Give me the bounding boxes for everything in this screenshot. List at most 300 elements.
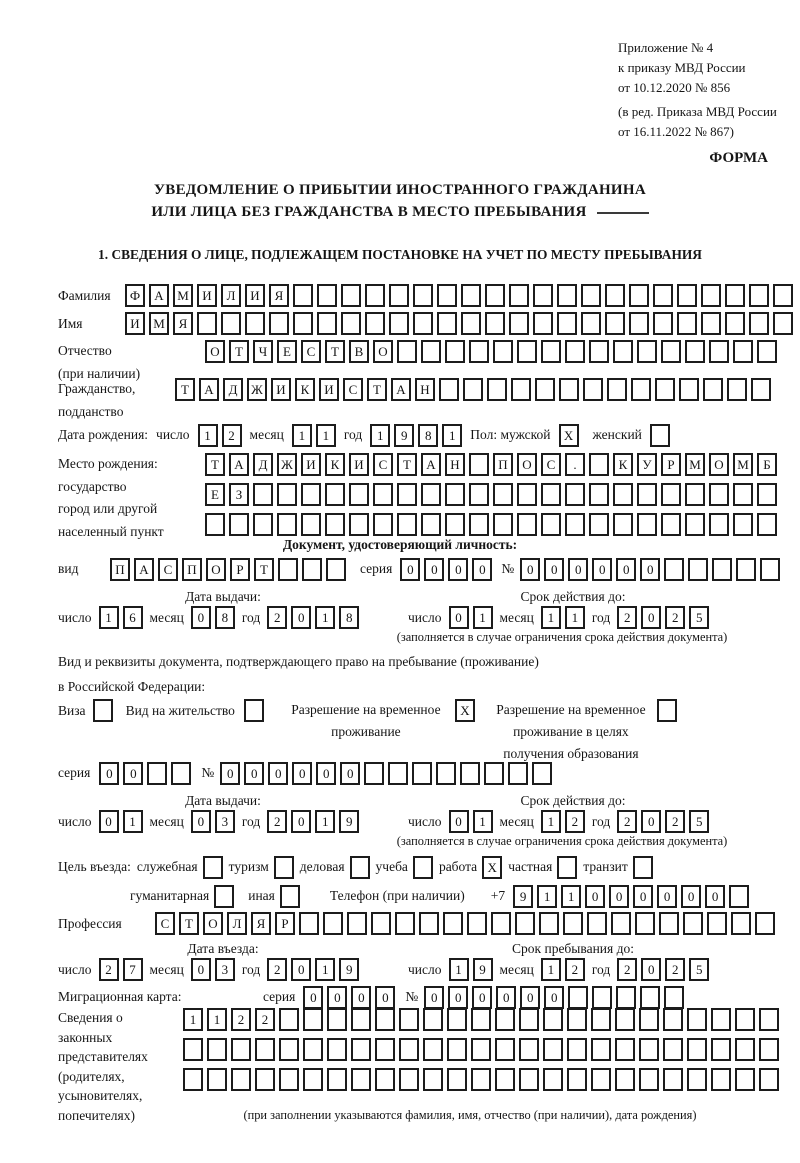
doc-issue-day-cells[interactable] bbox=[99, 606, 143, 629]
form-cell[interactable] bbox=[755, 912, 775, 935]
form-cell[interactable] bbox=[519, 1068, 539, 1091]
form-cell[interactable]: 0 bbox=[657, 885, 677, 908]
form-cell[interactable] bbox=[397, 513, 417, 536]
form-cell[interactable]: 1 bbox=[537, 885, 557, 908]
birth-month-cells[interactable] bbox=[292, 424, 336, 447]
doc-issue-month-cells[interactable] bbox=[191, 606, 235, 629]
representatives-cells-row2[interactable] bbox=[183, 1038, 779, 1061]
form-cell[interactable] bbox=[317, 312, 337, 335]
form-cell[interactable] bbox=[277, 513, 297, 536]
form-cell[interactable] bbox=[389, 312, 409, 335]
form-cell[interactable] bbox=[731, 912, 751, 935]
form-cell[interactable] bbox=[591, 1008, 611, 1031]
form-cell[interactable]: С bbox=[343, 378, 363, 401]
form-cell[interactable]: 0 bbox=[244, 762, 264, 785]
form-cell[interactable] bbox=[421, 513, 441, 536]
form-cell[interactable] bbox=[687, 1008, 707, 1031]
form-cell[interactable]: 0 bbox=[424, 986, 444, 1009]
form-cell[interactable] bbox=[712, 558, 732, 581]
form-cell[interactable] bbox=[773, 284, 793, 307]
stay-until-month-cells[interactable] bbox=[541, 958, 585, 981]
form-cell[interactable]: Б bbox=[757, 453, 777, 476]
form-cell[interactable] bbox=[471, 1068, 491, 1091]
form-cell[interactable]: Е bbox=[277, 340, 297, 363]
form-cell[interactable]: 0 bbox=[592, 558, 612, 581]
form-cell[interactable] bbox=[683, 912, 703, 935]
checkbox-study[interactable] bbox=[413, 856, 433, 879]
form-cell[interactable] bbox=[255, 1038, 275, 1061]
checkbox-transit[interactable] bbox=[633, 856, 653, 879]
form-cell[interactable] bbox=[341, 284, 361, 307]
form-cell[interactable] bbox=[613, 483, 633, 506]
form-cell[interactable]: 1 bbox=[473, 810, 493, 833]
form-cell[interactable] bbox=[629, 312, 649, 335]
form-cell[interactable] bbox=[445, 483, 465, 506]
form-cell[interactable] bbox=[371, 912, 391, 935]
form-cell[interactable] bbox=[509, 312, 529, 335]
form-cell[interactable]: Е bbox=[205, 483, 225, 506]
form-cell[interactable] bbox=[413, 312, 433, 335]
form-cell[interactable] bbox=[541, 340, 561, 363]
form-cell[interactable] bbox=[559, 378, 579, 401]
form-cell[interactable]: О bbox=[203, 912, 223, 935]
form-cell[interactable] bbox=[515, 912, 535, 935]
form-cell[interactable] bbox=[253, 513, 273, 536]
form-cell[interactable] bbox=[469, 483, 489, 506]
form-cell[interactable]: У bbox=[637, 453, 657, 476]
form-cell[interactable]: 8 bbox=[418, 424, 438, 447]
form-cell[interactable] bbox=[347, 912, 367, 935]
form-cell[interactable] bbox=[685, 483, 705, 506]
form-cell[interactable] bbox=[388, 762, 408, 785]
form-cell[interactable] bbox=[326, 558, 346, 581]
form-cell[interactable] bbox=[709, 483, 729, 506]
form-cell[interactable] bbox=[255, 1068, 275, 1091]
form-cell[interactable] bbox=[653, 312, 673, 335]
form-cell[interactable] bbox=[611, 912, 631, 935]
form-cell[interactable]: 0 bbox=[291, 958, 311, 981]
form-cell[interactable] bbox=[517, 483, 537, 506]
form-cell[interactable] bbox=[519, 1008, 539, 1031]
form-cell[interactable]: 0 bbox=[641, 958, 661, 981]
form-cell[interactable] bbox=[543, 1068, 563, 1091]
form-cell[interactable]: 0 bbox=[681, 885, 701, 908]
form-cell[interactable] bbox=[541, 483, 561, 506]
form-cell[interactable] bbox=[183, 1038, 203, 1061]
form-cell[interactable] bbox=[557, 284, 577, 307]
form-cell[interactable] bbox=[437, 284, 457, 307]
form-cell[interactable]: 0 bbox=[292, 762, 312, 785]
form-cell[interactable] bbox=[221, 312, 241, 335]
checkbox-work[interactable]: X bbox=[482, 856, 502, 879]
form-cell[interactable] bbox=[759, 1038, 779, 1061]
form-cell[interactable]: М bbox=[685, 453, 705, 476]
form-cell[interactable]: 0 bbox=[705, 885, 725, 908]
checkbox-temp-residence[interactable]: X bbox=[455, 699, 475, 722]
form-cell[interactable] bbox=[397, 483, 417, 506]
form-cell[interactable] bbox=[493, 340, 513, 363]
form-cell[interactable] bbox=[664, 558, 684, 581]
form-cell[interactable]: Т bbox=[254, 558, 274, 581]
form-cell[interactable] bbox=[685, 340, 705, 363]
form-cell[interactable] bbox=[532, 762, 552, 785]
form-cell[interactable] bbox=[423, 1008, 443, 1031]
form-cell[interactable]: М bbox=[733, 453, 753, 476]
form-cell[interactable] bbox=[419, 912, 439, 935]
form-cell[interactable]: В bbox=[349, 340, 369, 363]
form-cell[interactable]: 0 bbox=[191, 810, 211, 833]
form-cell[interactable] bbox=[639, 1008, 659, 1031]
form-cell[interactable] bbox=[471, 1008, 491, 1031]
form-cell[interactable]: 0 bbox=[99, 762, 119, 785]
form-cell[interactable] bbox=[735, 1038, 755, 1061]
form-cell[interactable] bbox=[229, 513, 249, 536]
form-cell[interactable] bbox=[725, 284, 745, 307]
form-cell[interactable] bbox=[709, 340, 729, 363]
form-cell[interactable]: 6 bbox=[123, 606, 143, 629]
form-cell[interactable] bbox=[725, 312, 745, 335]
form-cell[interactable] bbox=[539, 912, 559, 935]
form-cell[interactable]: С bbox=[301, 340, 321, 363]
form-cell[interactable] bbox=[607, 378, 627, 401]
form-cell[interactable] bbox=[736, 558, 756, 581]
form-cell[interactable]: 0 bbox=[633, 885, 653, 908]
form-cell[interactable] bbox=[443, 912, 463, 935]
form-cell[interactable] bbox=[664, 986, 684, 1009]
form-cell[interactable] bbox=[327, 1068, 347, 1091]
representatives-cells-row3[interactable] bbox=[183, 1068, 779, 1091]
form-cell[interactable]: 0 bbox=[520, 558, 540, 581]
form-cell[interactable]: 7 bbox=[123, 958, 143, 981]
form-cell[interactable]: Т bbox=[205, 453, 225, 476]
form-cell[interactable]: Д bbox=[253, 453, 273, 476]
form-cell[interactable] bbox=[461, 284, 481, 307]
form-cell[interactable]: С bbox=[158, 558, 178, 581]
form-cell[interactable]: А bbox=[229, 453, 249, 476]
form-cell[interactable] bbox=[447, 1008, 467, 1031]
form-cell[interactable] bbox=[445, 340, 465, 363]
form-cell[interactable]: П bbox=[182, 558, 202, 581]
representatives-cells-row1[interactable] bbox=[183, 1008, 779, 1031]
stay-expiry-year-cells[interactable] bbox=[617, 810, 709, 833]
migration-series-cells[interactable] bbox=[303, 986, 395, 1009]
form-cell[interactable]: 2 bbox=[617, 958, 637, 981]
form-cell[interactable] bbox=[399, 1068, 419, 1091]
form-cell[interactable]: 2 bbox=[222, 424, 242, 447]
form-cell[interactable] bbox=[685, 513, 705, 536]
form-cell[interactable]: 1 bbox=[449, 958, 469, 981]
form-cell[interactable] bbox=[375, 1008, 395, 1031]
form-cell[interactable] bbox=[469, 453, 489, 476]
form-cell[interactable] bbox=[533, 312, 553, 335]
checkbox-female[interactable] bbox=[650, 424, 670, 447]
form-cell[interactable] bbox=[631, 378, 651, 401]
stay-expiry-month-cells[interactable] bbox=[541, 810, 585, 833]
form-cell[interactable] bbox=[253, 483, 273, 506]
form-cell[interactable] bbox=[519, 1038, 539, 1061]
form-cell[interactable]: 0 bbox=[316, 762, 336, 785]
form-cell[interactable] bbox=[299, 912, 319, 935]
form-cell[interactable]: Л bbox=[227, 912, 247, 935]
doc-kind-cells[interactable] bbox=[110, 558, 346, 581]
form-cell[interactable]: И bbox=[271, 378, 291, 401]
form-cell[interactable] bbox=[375, 1068, 395, 1091]
form-cell[interactable] bbox=[663, 1008, 683, 1031]
form-cell[interactable] bbox=[653, 284, 673, 307]
form-cell[interactable] bbox=[663, 1068, 683, 1091]
form-cell[interactable]: 0 bbox=[268, 762, 288, 785]
birth-place-cells-row3[interactable] bbox=[205, 513, 777, 536]
form-cell[interactable] bbox=[325, 483, 345, 506]
form-cell[interactable]: 2 bbox=[267, 810, 287, 833]
form-cell[interactable] bbox=[351, 1068, 371, 1091]
form-cell[interactable]: А bbox=[199, 378, 219, 401]
form-cell[interactable]: Я bbox=[251, 912, 271, 935]
form-cell[interactable]: Н bbox=[445, 453, 465, 476]
form-cell[interactable] bbox=[469, 340, 489, 363]
form-cell[interactable]: 9 bbox=[513, 885, 533, 908]
form-cell[interactable] bbox=[460, 762, 480, 785]
form-cell[interactable] bbox=[541, 513, 561, 536]
form-cell[interactable] bbox=[581, 312, 601, 335]
form-cell[interactable]: . bbox=[565, 453, 585, 476]
form-cell[interactable]: 5 bbox=[689, 810, 709, 833]
form-cell[interactable] bbox=[484, 762, 504, 785]
form-cell[interactable]: 0 bbox=[609, 885, 629, 908]
form-cell[interactable]: 0 bbox=[544, 558, 564, 581]
form-cell[interactable] bbox=[759, 1008, 779, 1031]
form-cell[interactable]: П bbox=[493, 453, 513, 476]
entry-day-cells[interactable] bbox=[99, 958, 143, 981]
doc-series-cells[interactable] bbox=[400, 558, 492, 581]
birth-place-cells-row2[interactable] bbox=[205, 483, 777, 506]
form-cell[interactable]: А bbox=[134, 558, 154, 581]
form-cell[interactable] bbox=[373, 483, 393, 506]
form-cell[interactable]: 1 bbox=[541, 810, 561, 833]
form-cell[interactable] bbox=[591, 1038, 611, 1061]
form-cell[interactable] bbox=[591, 1068, 611, 1091]
form-cell[interactable]: 0 bbox=[123, 762, 143, 785]
form-cell[interactable] bbox=[661, 513, 681, 536]
form-cell[interactable] bbox=[495, 1008, 515, 1031]
birth-day-cells[interactable] bbox=[198, 424, 242, 447]
form-cell[interactable]: 0 bbox=[568, 558, 588, 581]
form-cell[interactable] bbox=[389, 284, 409, 307]
form-cell[interactable] bbox=[279, 1008, 299, 1031]
form-cell[interactable] bbox=[517, 340, 537, 363]
form-cell[interactable]: Т bbox=[229, 340, 249, 363]
form-cell[interactable] bbox=[543, 1038, 563, 1061]
form-cell[interactable]: 1 bbox=[207, 1008, 227, 1031]
stay-until-year-cells[interactable] bbox=[617, 958, 709, 981]
form-cell[interactable]: 1 bbox=[123, 810, 143, 833]
form-cell[interactable] bbox=[421, 340, 441, 363]
form-cell[interactable]: 0 bbox=[449, 810, 469, 833]
doc-expiry-year-cells[interactable] bbox=[617, 606, 709, 629]
form-cell[interactable]: 0 bbox=[641, 606, 661, 629]
form-cell[interactable]: А bbox=[391, 378, 411, 401]
given-name-cells[interactable] bbox=[125, 312, 793, 335]
form-cell[interactable] bbox=[349, 483, 369, 506]
form-cell[interactable] bbox=[399, 1008, 419, 1031]
form-cell[interactable] bbox=[567, 1038, 587, 1061]
form-cell[interactable] bbox=[493, 483, 513, 506]
stay-issue-year-cells[interactable] bbox=[267, 810, 359, 833]
form-cell[interactable] bbox=[639, 1068, 659, 1091]
form-cell[interactable]: И bbox=[197, 284, 217, 307]
form-cell[interactable]: 1 bbox=[473, 606, 493, 629]
form-cell[interactable] bbox=[487, 378, 507, 401]
checkbox-temp-residence-education[interactable] bbox=[657, 699, 677, 722]
form-cell[interactable]: 3 bbox=[215, 810, 235, 833]
form-cell[interactable] bbox=[533, 284, 553, 307]
form-cell[interactable]: 5 bbox=[689, 606, 709, 629]
form-cell[interactable] bbox=[269, 312, 289, 335]
form-cell[interactable] bbox=[687, 1068, 707, 1091]
form-cell[interactable] bbox=[535, 378, 555, 401]
stay-issue-day-cells[interactable] bbox=[99, 810, 143, 833]
form-cell[interactable]: 2 bbox=[665, 958, 685, 981]
form-cell[interactable] bbox=[701, 284, 721, 307]
form-cell[interactable] bbox=[557, 312, 577, 335]
phone-cells[interactable] bbox=[513, 885, 749, 908]
form-cell[interactable] bbox=[640, 986, 660, 1009]
form-cell[interactable] bbox=[301, 483, 321, 506]
form-cell[interactable]: М bbox=[173, 284, 193, 307]
form-cell[interactable] bbox=[437, 312, 457, 335]
form-cell[interactable] bbox=[373, 513, 393, 536]
form-cell[interactable] bbox=[467, 912, 487, 935]
form-cell[interactable] bbox=[279, 1038, 299, 1061]
checkbox-tourism[interactable] bbox=[274, 856, 294, 879]
doc-expiry-day-cells[interactable] bbox=[449, 606, 493, 629]
form-cell[interactable] bbox=[171, 762, 191, 785]
form-cell[interactable] bbox=[207, 1038, 227, 1061]
form-cell[interactable] bbox=[637, 483, 657, 506]
form-cell[interactable]: 0 bbox=[448, 558, 468, 581]
form-cell[interactable] bbox=[639, 1038, 659, 1061]
form-cell[interactable] bbox=[395, 912, 415, 935]
doc-issue-year-cells[interactable] bbox=[267, 606, 359, 629]
form-cell[interactable]: 0 bbox=[191, 606, 211, 629]
form-cell[interactable]: Т bbox=[397, 453, 417, 476]
form-cell[interactable]: 1 bbox=[183, 1008, 203, 1031]
form-cell[interactable]: 1 bbox=[316, 424, 336, 447]
form-cell[interactable] bbox=[364, 762, 384, 785]
form-cell[interactable]: 1 bbox=[541, 958, 561, 981]
form-cell[interactable] bbox=[469, 513, 489, 536]
form-cell[interactable] bbox=[757, 340, 777, 363]
form-cell[interactable]: Ж bbox=[277, 453, 297, 476]
form-cell[interactable]: А bbox=[421, 453, 441, 476]
form-cell[interactable] bbox=[349, 513, 369, 536]
form-cell[interactable]: 1 bbox=[315, 958, 335, 981]
form-cell[interactable] bbox=[727, 378, 747, 401]
form-cell[interactable] bbox=[303, 1068, 323, 1091]
form-cell[interactable] bbox=[439, 378, 459, 401]
form-cell[interactable]: 1 bbox=[541, 606, 561, 629]
form-cell[interactable] bbox=[447, 1068, 467, 1091]
form-cell[interactable]: Т bbox=[325, 340, 345, 363]
form-cell[interactable] bbox=[709, 513, 729, 536]
stay-until-day-cells[interactable] bbox=[449, 958, 493, 981]
form-cell[interactable]: 0 bbox=[99, 810, 119, 833]
form-cell[interactable] bbox=[447, 1038, 467, 1061]
form-cell[interactable] bbox=[207, 1068, 227, 1091]
form-cell[interactable] bbox=[495, 1038, 515, 1061]
form-cell[interactable]: С bbox=[373, 453, 393, 476]
form-cell[interactable]: 2 bbox=[665, 606, 685, 629]
form-cell[interactable] bbox=[317, 284, 337, 307]
form-cell[interactable]: 9 bbox=[339, 958, 359, 981]
form-cell[interactable] bbox=[679, 378, 699, 401]
form-cell[interactable]: Р bbox=[275, 912, 295, 935]
form-cell[interactable]: К bbox=[613, 453, 633, 476]
form-cell[interactable] bbox=[471, 1038, 491, 1061]
form-cell[interactable]: 1 bbox=[315, 810, 335, 833]
stay-number-cells[interactable] bbox=[220, 762, 552, 785]
checkbox-visa[interactable] bbox=[93, 699, 113, 722]
form-cell[interactable]: Л bbox=[221, 284, 241, 307]
form-cell[interactable] bbox=[735, 1068, 755, 1091]
form-cell[interactable] bbox=[629, 284, 649, 307]
form-cell[interactable] bbox=[615, 1038, 635, 1061]
form-cell[interactable] bbox=[445, 513, 465, 536]
form-cell[interactable] bbox=[491, 912, 511, 935]
form-cell[interactable]: Я bbox=[269, 284, 289, 307]
form-cell[interactable]: Р bbox=[230, 558, 250, 581]
form-cell[interactable]: 1 bbox=[442, 424, 462, 447]
form-cell[interactable]: З bbox=[229, 483, 249, 506]
form-cell[interactable] bbox=[293, 284, 313, 307]
form-cell[interactable] bbox=[703, 378, 723, 401]
form-cell[interactable] bbox=[423, 1038, 443, 1061]
form-cell[interactable] bbox=[293, 312, 313, 335]
surname-cells[interactable] bbox=[125, 284, 793, 307]
form-cell[interactable]: О bbox=[709, 453, 729, 476]
checkbox-male[interactable]: X bbox=[559, 424, 579, 447]
form-cell[interactable] bbox=[759, 1068, 779, 1091]
form-cell[interactable] bbox=[327, 1038, 347, 1061]
form-cell[interactable]: 0 bbox=[351, 986, 371, 1009]
form-cell[interactable]: 0 bbox=[520, 986, 540, 1009]
entry-year-cells[interactable] bbox=[267, 958, 359, 981]
form-cell[interactable]: 9 bbox=[394, 424, 414, 447]
form-cell[interactable] bbox=[659, 912, 679, 935]
form-cell[interactable] bbox=[423, 1068, 443, 1091]
form-cell[interactable] bbox=[301, 513, 321, 536]
form-cell[interactable] bbox=[688, 558, 708, 581]
form-cell[interactable]: И bbox=[245, 284, 265, 307]
form-cell[interactable]: 0 bbox=[472, 986, 492, 1009]
form-cell[interactable] bbox=[509, 284, 529, 307]
form-cell[interactable] bbox=[711, 1008, 731, 1031]
form-cell[interactable]: Ж bbox=[247, 378, 267, 401]
form-cell[interactable]: 8 bbox=[339, 606, 359, 629]
form-cell[interactable]: 0 bbox=[424, 558, 444, 581]
form-cell[interactable]: 3 bbox=[215, 958, 235, 981]
form-cell[interactable] bbox=[323, 912, 343, 935]
form-cell[interactable]: 2 bbox=[565, 958, 585, 981]
form-cell[interactable] bbox=[615, 1068, 635, 1091]
form-cell[interactable]: И bbox=[301, 453, 321, 476]
form-cell[interactable]: 1 bbox=[292, 424, 312, 447]
form-cell[interactable] bbox=[733, 513, 753, 536]
form-cell[interactable]: 2 bbox=[617, 606, 637, 629]
form-cell[interactable] bbox=[147, 762, 167, 785]
form-cell[interactable] bbox=[757, 513, 777, 536]
checkbox-private[interactable] bbox=[557, 856, 577, 879]
